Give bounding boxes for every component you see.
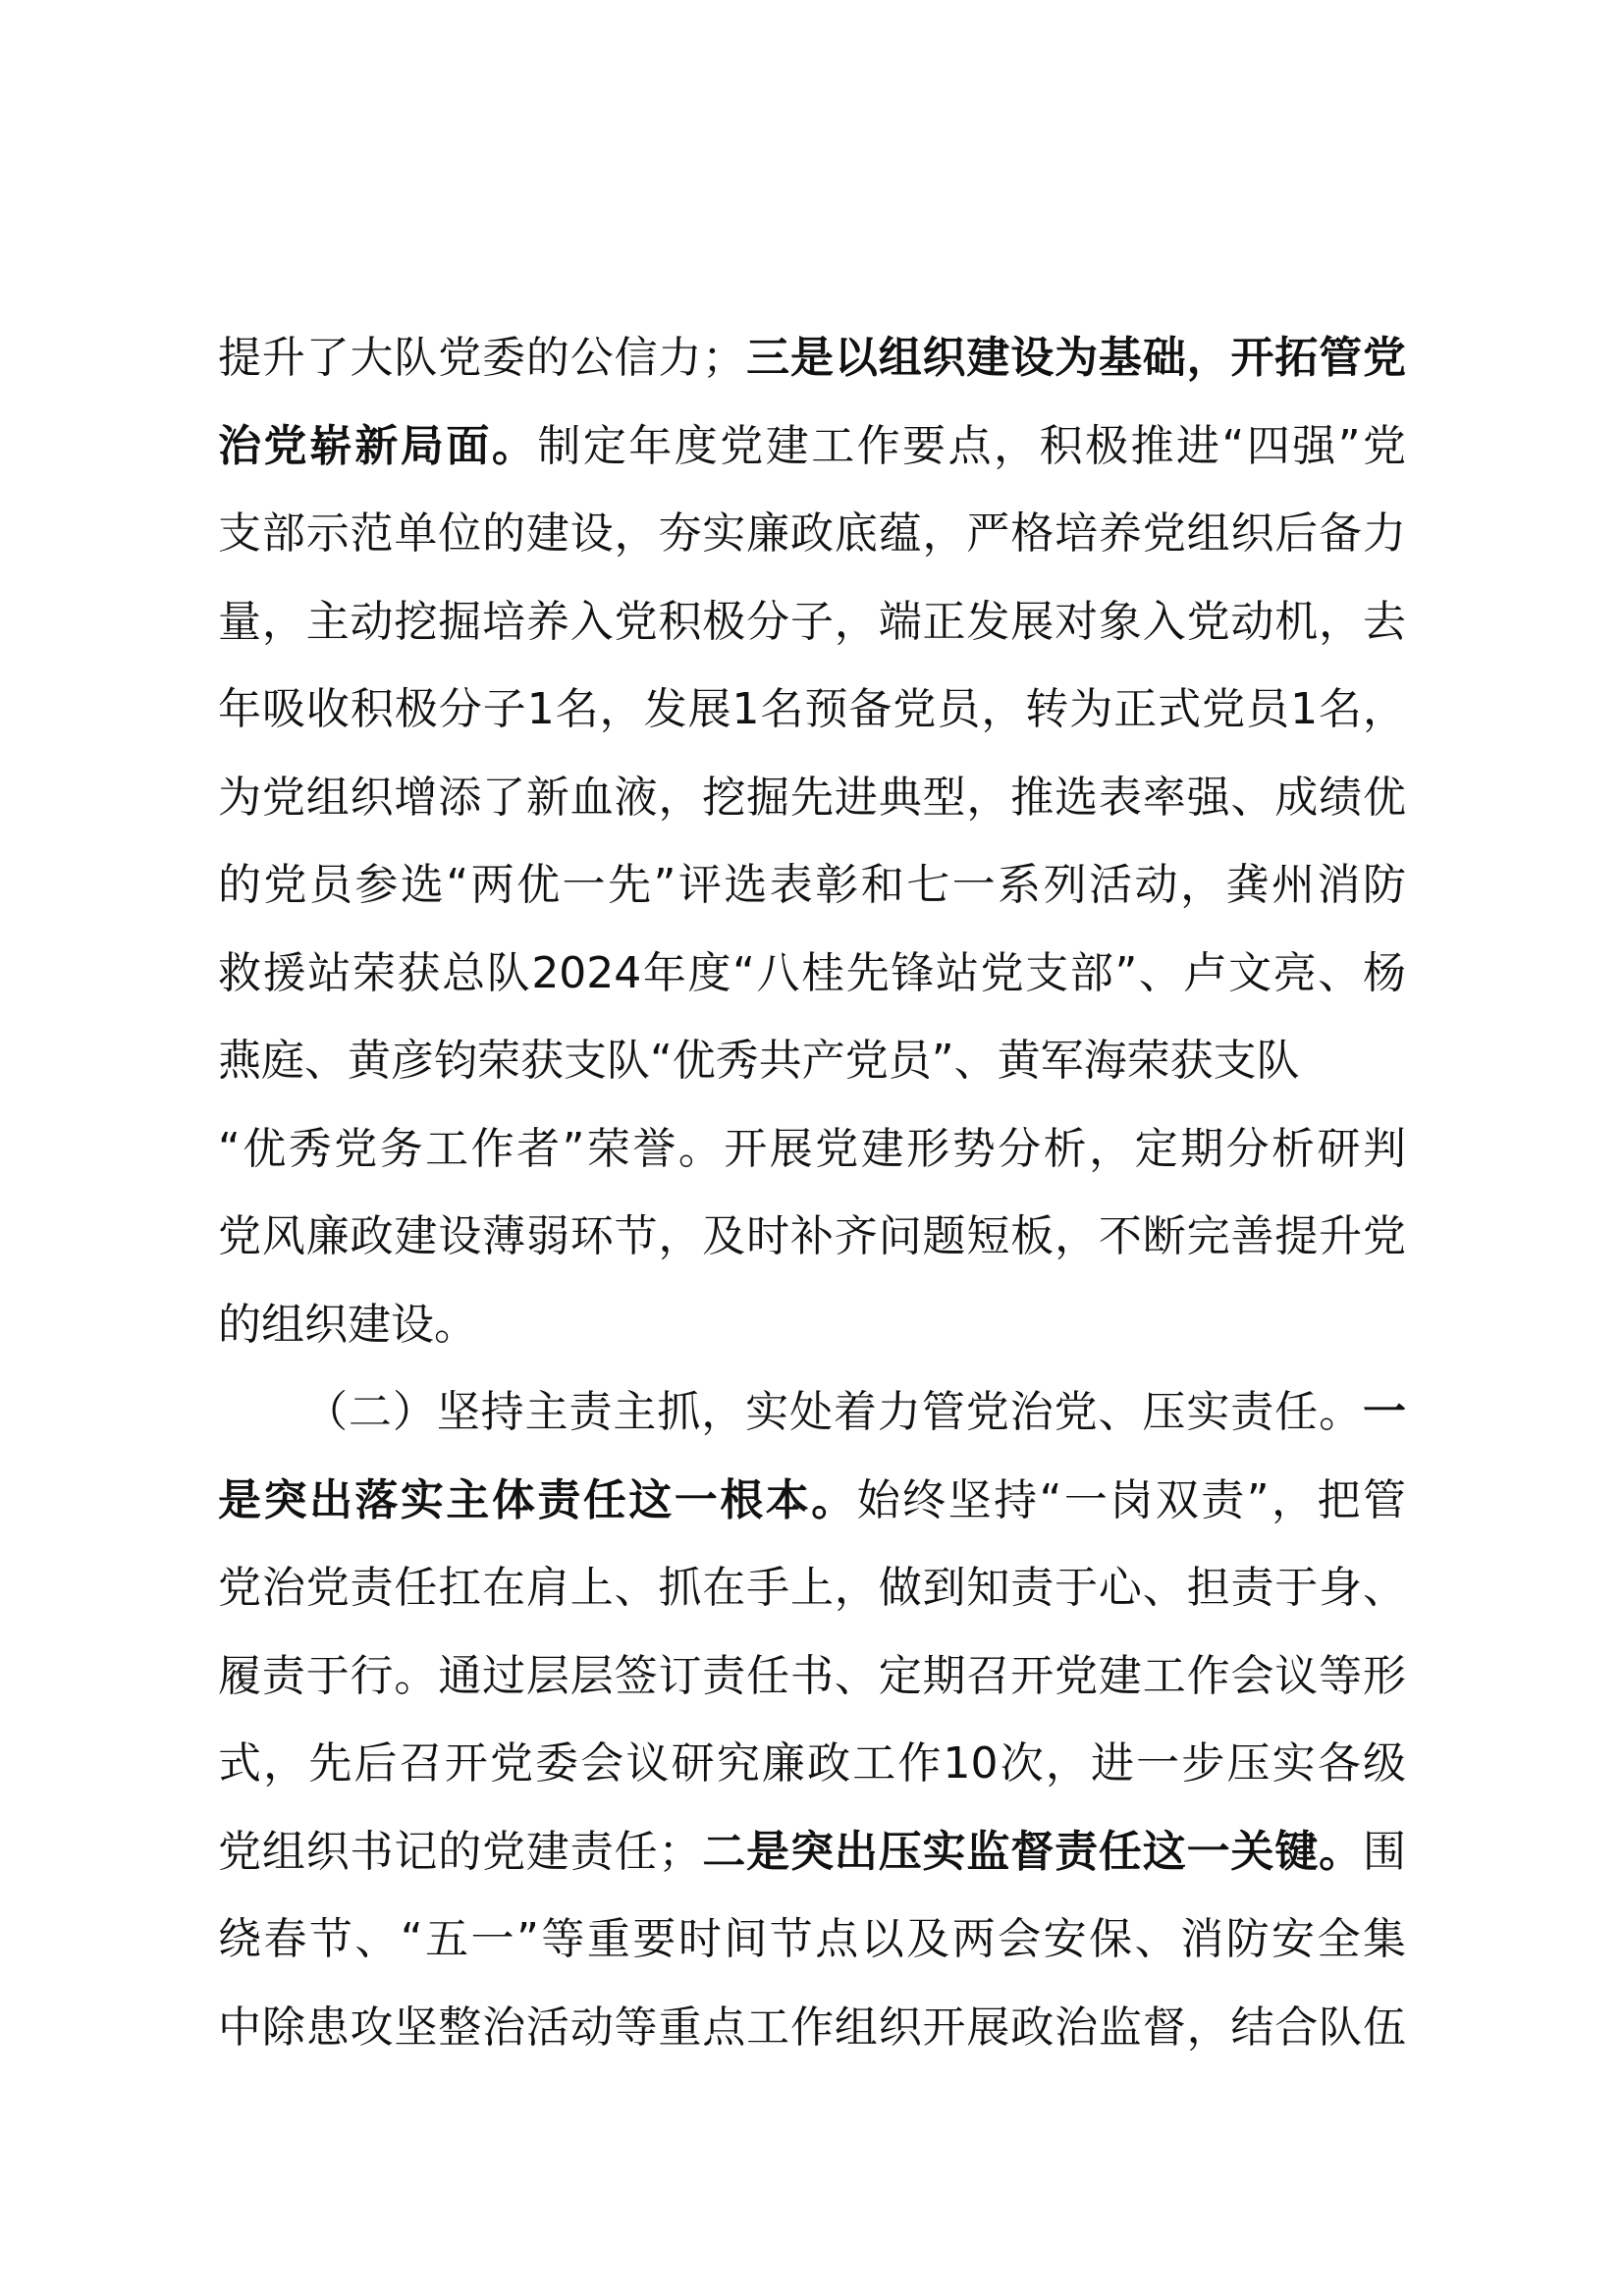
text-line [218,1984,1406,2072]
text-line [218,490,1406,578]
text-line [218,1193,1406,1281]
text-line [218,754,1406,842]
text-segment: 燕庭、黄彦钧荣获支队“优秀共产党员”、黄军海荣获支队 [218,1036,1300,1086]
text-segment: 救援站荣获总队2024年度“八桂先锋站党支部”、卢文亮、杨 [218,947,1406,998]
text-segment: 的党员参选“两优一先”评选表彰和七一系列活动，龚州消防 [218,860,1406,910]
text-segment: 履责于行。通过层层签订责任书、定期召开党建工作会议等形 [218,1650,1406,1701]
text-segment: 党治党责任扛在肩上、抓在手上，做到知责于心、担责于身、 [218,1563,1406,1613]
text-segment: 量，主动挖掘培养入党积极分子，端正发展对象入党动机，去 [218,596,1406,647]
text-line [218,1632,1406,1721]
text-line [218,1105,1406,1194]
bold-text-segment: 是突出落实主体责任这一根本。 [218,1474,857,1525]
text-segment: （二）坚持主责主抓，实处着力管党治党、压实责任。 [304,1387,1363,1437]
document-page [218,314,1406,2071]
text-line [218,666,1406,754]
text-segment: 提升了大队党委的公信力； [218,333,746,383]
text-segment: 年吸收积极分子1名，发展1名预备党员，转为正式党员1名， [218,684,1406,734]
text-segment: 围 [1363,1826,1407,1877]
text-segment: 始终坚持“一岗双责”，把管 [856,1474,1407,1525]
text-segment: 党风廉政建设薄弱环节，及时补齐问题短板，不断完善提升党 [218,1211,1406,1261]
text-line [218,930,1406,1018]
text-line [218,1017,1406,1105]
text-line [218,402,1406,491]
text-line [218,1720,1406,1808]
text-segment: 为党组织增添了新血液，挖掘先进典型，推选表率强、成绩优 [218,772,1406,823]
text-line [218,841,1406,930]
text-segment: 党组织书记的党建责任； [218,1826,702,1877]
text-segment: 制定年度党建工作要点，积极推进“四强”党 [537,420,1406,471]
text-segment: 绕春节、“五一”等重要时间节点以及两会安保、消防安全集 [218,1914,1406,1964]
bold-text-segment: 二是突出压实监督责任这一关键。 [701,1826,1364,1877]
text-segment: 的组织建设。 [218,1299,477,1350]
text-line [218,1896,1406,1984]
bold-text-segment: 一 [1363,1387,1406,1437]
text-segment: 支部示范单位的建设，夯实廉政底蕴，严格培养党组织后备力 [218,508,1406,559]
text-line [218,1368,1406,1457]
text-segment: 式，先后召开党委会议研究廉政工作10次，进一步压实各级 [218,1738,1406,1789]
bold-text-segment: 三是以组织建设为基础，开拓管党 [745,333,1407,383]
text-line [218,314,1406,402]
text-line [218,578,1406,667]
text-line [218,1544,1406,1632]
text-segment: “优秀党务工作者”荣誉。开展党建形势分析，定期分析研判 [218,1123,1406,1174]
text-line [218,1808,1406,1896]
text-line [218,1281,1406,1369]
bold-text-segment: 治党崭新局面。 [218,420,538,471]
text-line [218,1457,1406,1545]
text-segment: 中除患攻坚整治活动等重点工作组织开展政治监督，结合队伍 [218,2002,1406,2053]
